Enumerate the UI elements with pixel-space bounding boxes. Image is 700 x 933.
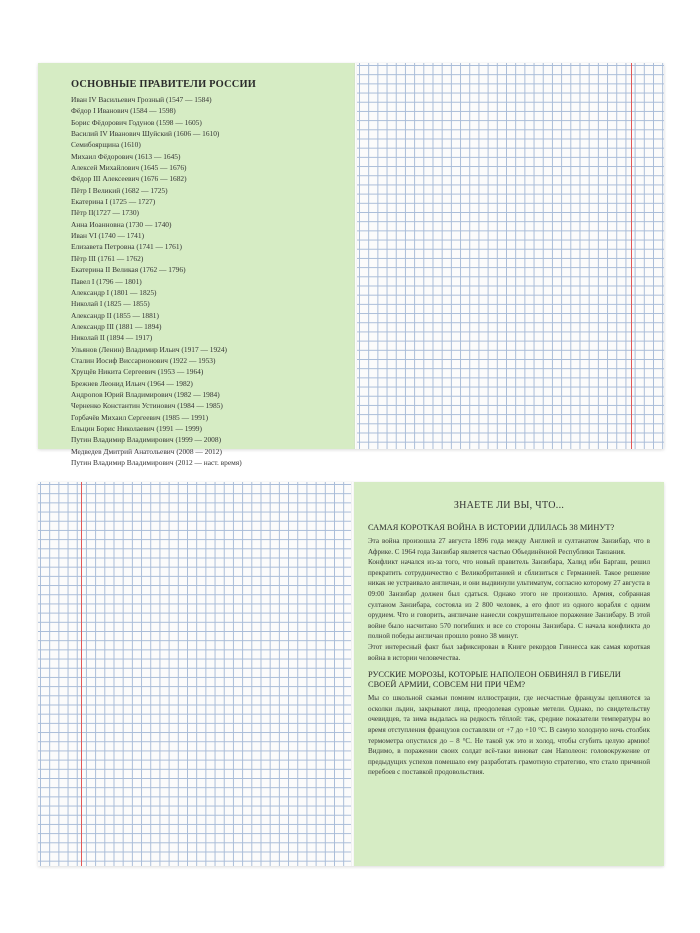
margin-line	[81, 482, 82, 866]
facts-page	[354, 482, 664, 866]
list-item: Николай II (1894 — 1917)	[71, 333, 153, 343]
list-item: Путин Владимир Владимирович (2012 — наст. время)	[71, 458, 242, 467]
list-item: Екатерина I (1725 — 1727)	[71, 197, 156, 207]
top-spread	[38, 63, 664, 467]
fact-paragraph: Этот интересный факт был зафиксирован в Книге рекордов Гиннесса как самая короткая война в истории человечества.	[368, 642, 650, 662]
bottom-spread	[38, 482, 664, 866]
list-item: Черненко Константин Устинович (1984 — 1985)	[71, 401, 223, 411]
list-item: Горбачёв Михаил Сергеевич (1985 — 1991)	[71, 412, 209, 422]
list-item: Брежнев Леонид Ильич (1964 — 1982)	[71, 378, 193, 388]
list-item: Александр I (1801 — 1825)	[71, 287, 157, 297]
grid-page-left	[38, 482, 351, 866]
list-item: Пётр III (1761 — 1762)	[71, 253, 144, 263]
list-item: Алексей Михайлович (1645 — 1676)	[71, 163, 187, 173]
list-item: Михаил Фёдорович (1613 — 1645)	[71, 151, 181, 161]
list-item: Елизавета Петровна (1741 — 1761)	[71, 242, 183, 252]
rulers-title: ОСНОВНЫЕ ПРАВИТЕЛИ РОССИИ	[71, 79, 257, 90]
list-item: Борис Фёдорович Годунов (1598 — 1605)	[71, 117, 202, 127]
list-item: Пётр I Великий (1682 — 1725)	[71, 185, 168, 195]
list-item: Иван IV Васильевич Грозный (1547 — 1584)	[71, 95, 212, 104]
list-item: Василий IV Иванович Шуйский (1606 — 1610)	[71, 129, 220, 139]
list-item: Фёдор III Алексеевич (1676 — 1682)	[71, 174, 187, 184]
list-item: Екатерина II Великая (1762 — 1796)	[71, 265, 186, 275]
list-item: Анна Иоанновна (1730 — 1740)	[71, 219, 172, 229]
list-item: Пётр II(1727 — 1730)	[71, 208, 139, 218]
list-item: Медведев Дмитрий Анатольевич (2008 — 2012)	[71, 446, 222, 456]
list-item: Сталин Иосиф Виссарионович (1922 — 1953)	[71, 355, 216, 365]
list-item: Николай I (1825 — 1855)	[71, 299, 150, 309]
fact-paragraph: Эта война произошла 27 августа 1896 года между Англией и султанатом Занзибар, что в Африке. С 1964 года Занзибар является частью Объединённой Республики Танзания.	[368, 537, 650, 556]
list-item: Андропов Юрий Владимирович (1982 — 1984)	[71, 389, 220, 399]
fact-paragraph: Мы со школьной скамьи помним иллюстрации, где несчастные французы цепляются за осколки льдин, закрывают лица, преодолевая суровые метели. Однако, по свидетельству очевидцев, та зима выдалась на редкость тёплой: так, средние показатели температуры во время отступления французов составляли от +7 до +10 °С. В самую холодную ночь столбик термометра опустился до – 8 °С. Не такой уж это и холод, чтобы сгубить целую армию! Видимо, в поражении своих солдат всё-таки виноват сам Наполеон: головокружение от предыдущих успехов помешало ему разработать грамотную стратегию, что стало причиной перебоев с поставкой продовольствия.	[368, 694, 650, 777]
rulers-list	[71, 94, 343, 468]
grid-page-right	[357, 63, 664, 449]
list-item: Александр II (1855 — 1881)	[71, 310, 159, 320]
list-item: Иван VI (1740 — 1741)	[71, 231, 145, 241]
list-item: Ельцин Борис Николаевич (1991 — 1999)	[71, 423, 202, 433]
list-item: Семибоярщина (1610)	[71, 140, 141, 150]
list-item: Путин Владимир Владимирович (1999 — 2008)	[71, 435, 222, 445]
list-item: Ульянов (Ленин) Владимир Ильич (1917 — 1924)	[71, 344, 227, 354]
margin-line	[631, 63, 632, 449]
facts-title: ЗНАЕТЕ ЛИ ВЫ, ЧТО...	[453, 500, 565, 511]
fact-heading: САМАЯ КОРОТКАЯ ВОЙНА В ИСТОРИИ ДЛИЛАСЬ 38 МИНУТ?	[368, 523, 615, 532]
list-item: Павел I (1796 — 1801)	[71, 276, 142, 286]
list-item: Александр III (1881 — 1894)	[71, 321, 162, 331]
rulers-page	[38, 63, 355, 467]
fact-heading: РУССКИЕ МОРОЗЫ, КОТОРЫЕ НАПОЛЕОН ОБВИНЯЛ В ГИБЕЛИ СВОЕЙ АРМИИ, СОВСЕМ НИ ПРИ ЧЁМ?	[368, 670, 621, 690]
list-item: Фёдор I Иванович (1584 — 1598)	[71, 106, 176, 116]
list-item: Хрущёв Никита Сергеевич (1953 — 1964)	[71, 367, 204, 377]
fact-paragraph: Конфликт начался из-за того, что новый правитель Занзибара, Халид ибн Баргаш, решил прекратить сотрудничество с Великобританией и сблизиться с Германией. Такое решение никак не устраивало англичан, и они выдвинули ультиматум, согласно которому 27 августа в 09:00 Занзибар должен был сдаться. Однако этого не произошло. Армия, собранная султаном Занзибара, состояла из 2 800 человек, а его флот из одного корабля с одним орудием. Что и говорить, англичане нанесли сокрушительное поражение Занзибару. В этой войне было насчитано 570 погибших и все со стороны Занзибара. С начала конфликта до полной победы англичан прошло ровно 38 минут.	[368, 558, 650, 641]
